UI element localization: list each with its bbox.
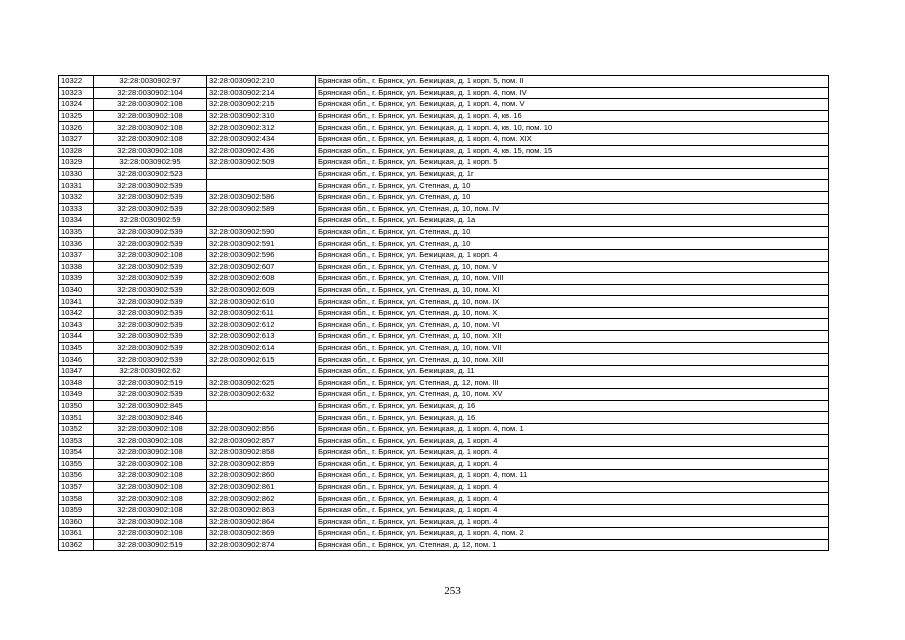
- row-number-cell: 10326: [59, 122, 94, 134]
- row-number-cell: 10349: [59, 389, 94, 401]
- cadastral-number-cell: 32:28:0030902:539: [94, 389, 207, 401]
- cadastral-number-cell: 32:28:0030902:539: [94, 180, 207, 192]
- table-row: [59, 400, 829, 412]
- address-cell: Брянская обл., г. Брянск, ул. Бежицкая, д. 1 корп. 4: [316, 458, 829, 470]
- table-row: [59, 389, 829, 401]
- table-row: [59, 261, 829, 273]
- row-number-cell: 10324: [59, 99, 94, 111]
- address-cell: Брянская обл., г. Брянск, ул. Степная, д. 10: [316, 180, 829, 192]
- address-cell: Брянская обл., г. Брянск, ул. Бежицкая, д. 1 корп. 4: [316, 435, 829, 447]
- address-cell: Брянская обл., г. Брянск, ул. Степная, д. 10: [316, 226, 829, 238]
- table-row: [59, 284, 829, 296]
- object-cadastral-number-cell: 32:28:0030902:857: [207, 435, 316, 447]
- cadastral-number-cell: 32:28:0030902:108: [94, 423, 207, 435]
- object-cadastral-number-cell: 32:28:0030902:613: [207, 331, 316, 343]
- address-cell: Брянская обл., г. Брянск, ул. Степная, д. 10, пом. XI: [316, 284, 829, 296]
- table-row: [59, 342, 829, 354]
- address-cell: Брянская обл., г. Брянск, ул. Бежицкая, д. 1 корп. 4, кв. 16: [316, 110, 829, 122]
- row-number-cell: 10346: [59, 354, 94, 366]
- table-row: [59, 504, 829, 516]
- cadastral-number-cell: 32:28:0030902:108: [94, 516, 207, 528]
- table-row: [59, 307, 829, 319]
- row-number-cell: 10339: [59, 273, 94, 285]
- address-cell: Брянская обл., г. Брянск, ул. Степная, д. 12, пом. III: [316, 377, 829, 389]
- object-cadastral-number-cell: 32:28:0030902:862: [207, 493, 316, 505]
- object-cadastral-number-cell: 32:28:0030902:612: [207, 319, 316, 331]
- address-cell: Брянская обл., г. Брянск, ул. Бежицкая, д. 1 корп. 4, пом. 11: [316, 470, 829, 482]
- object-cadastral-number-cell: [207, 365, 316, 377]
- table-row: [59, 238, 829, 250]
- row-number-cell: 10361: [59, 528, 94, 540]
- object-cadastral-number-cell: 32:28:0030902:215: [207, 99, 316, 111]
- address-cell: Брянская обл., г. Брянск, ул. Бежицкая, д. 1 корп. 4: [316, 447, 829, 459]
- row-number-cell: 10356: [59, 470, 94, 482]
- cadastral-number-cell: 32:28:0030902:108: [94, 249, 207, 261]
- cadastral-number-cell: 32:28:0030902:539: [94, 261, 207, 273]
- table-row: [59, 133, 829, 145]
- cadastral-number-cell: 32:28:0030902:108: [94, 470, 207, 482]
- table-row: [59, 273, 829, 285]
- object-cadastral-number-cell: 32:28:0030902:210: [207, 76, 316, 88]
- row-number-cell: 10341: [59, 296, 94, 308]
- table-row: [59, 481, 829, 493]
- address-cell: Брянская обл., г. Брянск, ул. Бежицкая, д. 1 корп. 4, пом. 2: [316, 528, 829, 540]
- cadastral-number-cell: 32:28:0030902:539: [94, 238, 207, 250]
- row-number-cell: 10325: [59, 110, 94, 122]
- cadastral-number-cell: 32:28:0030902:62: [94, 365, 207, 377]
- object-cadastral-number-cell: 32:28:0030902:591: [207, 238, 316, 250]
- row-number-cell: 10360: [59, 516, 94, 528]
- cadastral-number-cell: 32:28:0030902:539: [94, 354, 207, 366]
- row-number-cell: 10336: [59, 238, 94, 250]
- row-number-cell: 10358: [59, 493, 94, 505]
- address-cell: Брянская обл., г. Брянск, ул. Бежицкая, д. 1 корп. 4: [316, 516, 829, 528]
- table-row: [59, 215, 829, 227]
- cadastral-number-cell: 32:28:0030902:539: [94, 342, 207, 354]
- table-row: [59, 354, 829, 366]
- cadastral-number-cell: 32:28:0030902:846: [94, 412, 207, 424]
- cadastral-number-cell: 32:28:0030902:539: [94, 226, 207, 238]
- address-cell: Брянская обл., г. Брянск, ул. Бежицкая, д. 1а: [316, 215, 829, 227]
- table-row: [59, 447, 829, 459]
- cadastral-number-cell: 32:28:0030902:108: [94, 110, 207, 122]
- address-cell: Брянская обл., г. Брянск, ул. Степная, д. 10: [316, 191, 829, 203]
- address-cell: Брянская обл., г. Брянск, ул. Бежицкая, д. 1 корп. 4, пом. V: [316, 99, 829, 111]
- address-cell: Брянская обл., г. Брянск, ул. Бежицкая, д. 16: [316, 412, 829, 424]
- object-cadastral-number-cell: 32:28:0030902:509: [207, 157, 316, 169]
- cadastral-number-cell: 32:28:0030902:519: [94, 377, 207, 389]
- address-cell: Брянская обл., г. Брянск, ул. Степная, д. 12, пом. 1: [316, 539, 829, 551]
- address-cell: Брянская обл., г. Брянск, ул. Бежицкая, д. 1 корп. 4, пом. 1: [316, 423, 829, 435]
- object-cadastral-number-cell: 32:28:0030902:310: [207, 110, 316, 122]
- property-register-table: [58, 75, 829, 551]
- table-row: [59, 539, 829, 551]
- object-cadastral-number-cell: 32:28:0030902:874: [207, 539, 316, 551]
- table-row: [59, 203, 829, 215]
- row-number-cell: 10328: [59, 145, 94, 157]
- address-cell: Брянская обл., г. Брянск, ул. Степная, д. 10, пом. VIII: [316, 273, 829, 285]
- address-cell: Брянская обл., г. Брянск, ул. Бежицкая, д. 1 корп. 4, пом. XIX: [316, 133, 829, 145]
- object-cadastral-number-cell: [207, 412, 316, 424]
- cadastral-number-cell: 32:28:0030902:539: [94, 319, 207, 331]
- cadastral-number-cell: 32:28:0030902:845: [94, 400, 207, 412]
- row-number-cell: 10342: [59, 307, 94, 319]
- cadastral-number-cell: 32:28:0030902:539: [94, 203, 207, 215]
- object-cadastral-number-cell: 32:28:0030902:596: [207, 249, 316, 261]
- row-number-cell: 10353: [59, 435, 94, 447]
- object-cadastral-number-cell: [207, 180, 316, 192]
- table-row: [59, 493, 829, 505]
- cadastral-number-cell: 32:28:0030902:108: [94, 145, 207, 157]
- cadastral-number-cell: 32:28:0030902:519: [94, 539, 207, 551]
- row-number-cell: 10335: [59, 226, 94, 238]
- object-cadastral-number-cell: 32:28:0030902:589: [207, 203, 316, 215]
- row-number-cell: 10329: [59, 157, 94, 169]
- cadastral-number-cell: 32:28:0030902:108: [94, 99, 207, 111]
- row-number-cell: 10327: [59, 133, 94, 145]
- address-cell: Брянская обл., г. Брянск, ул. Степная, д. 10, пом. XV: [316, 389, 829, 401]
- cadastral-number-cell: 32:28:0030902:108: [94, 133, 207, 145]
- object-cadastral-number-cell: 32:28:0030902:610: [207, 296, 316, 308]
- address-cell: Брянская обл., г. Брянск, ул. Бежицкая, д. 1г: [316, 168, 829, 180]
- address-cell: Брянская обл., г. Брянск, ул. Степная, д. 10, пом. V: [316, 261, 829, 273]
- table-row: [59, 528, 829, 540]
- table-row: [59, 145, 829, 157]
- row-number-cell: 10362: [59, 539, 94, 551]
- table-row: [59, 157, 829, 169]
- table-row: [59, 87, 829, 99]
- table-row: [59, 458, 829, 470]
- row-number-cell: 10322: [59, 76, 94, 88]
- table-row: [59, 76, 829, 88]
- object-cadastral-number-cell: 32:28:0030902:869: [207, 528, 316, 540]
- row-number-cell: 10345: [59, 342, 94, 354]
- cadastral-number-cell: 32:28:0030902:539: [94, 191, 207, 203]
- object-cadastral-number-cell: 32:28:0030902:632: [207, 389, 316, 401]
- row-number-cell: 10355: [59, 458, 94, 470]
- cadastral-number-cell: 32:28:0030902:108: [94, 528, 207, 540]
- object-cadastral-number-cell: 32:28:0030902:611: [207, 307, 316, 319]
- table-row: [59, 191, 829, 203]
- object-cadastral-number-cell: 32:28:0030902:625: [207, 377, 316, 389]
- cadastral-number-cell: 32:28:0030902:108: [94, 481, 207, 493]
- address-cell: Брянская обл., г. Брянск, ул. Степная, д. 10, пом. X: [316, 307, 829, 319]
- register-table-body: [59, 76, 829, 551]
- object-cadastral-number-cell: 32:28:0030902:436: [207, 145, 316, 157]
- table-row: [59, 249, 829, 261]
- table-row: [59, 435, 829, 447]
- cadastral-number-cell: 32:28:0030902:523: [94, 168, 207, 180]
- table-row: [59, 110, 829, 122]
- table-row: [59, 296, 829, 308]
- address-cell: Брянская обл., г. Брянск, ул. Бежицкая, д. 1 корп. 5, пом. II: [316, 76, 829, 88]
- cadastral-number-cell: 32:28:0030902:539: [94, 296, 207, 308]
- address-cell: Брянская обл., г. Брянск, ул. Бежицкая, д. 1 корп. 4, кв. 15, пом. 15: [316, 145, 829, 157]
- table-row: [59, 226, 829, 238]
- object-cadastral-number-cell: 32:28:0030902:590: [207, 226, 316, 238]
- table-row: [59, 423, 829, 435]
- cadastral-number-cell: 32:28:0030902:104: [94, 87, 207, 99]
- table-row: [59, 168, 829, 180]
- row-number-cell: 10338: [59, 261, 94, 273]
- cadastral-number-cell: 32:28:0030902:108: [94, 493, 207, 505]
- address-cell: Брянская обл., г. Брянск, ул. Бежицкая, д. 1 корп. 4, пом. IV: [316, 87, 829, 99]
- object-cadastral-number-cell: [207, 215, 316, 227]
- cadastral-number-cell: 32:28:0030902:539: [94, 273, 207, 285]
- address-cell: Брянская обл., г. Брянск, ул. Степная, д. 10, пом. IX: [316, 296, 829, 308]
- row-number-cell: 10331: [59, 180, 94, 192]
- address-cell: Брянская обл., г. Брянск, ул. Степная, д. 10: [316, 238, 829, 250]
- address-cell: Брянская обл., г. Брянск, ул. Степная, д. 10, пом. XIII: [316, 354, 829, 366]
- row-number-cell: 10334: [59, 215, 94, 227]
- row-number-cell: 10330: [59, 168, 94, 180]
- table-row: [59, 365, 829, 377]
- table-row: [59, 470, 829, 482]
- address-cell: Брянская обл., г. Брянск, ул. Бежицкая, д. 11: [316, 365, 829, 377]
- row-number-cell: 10359: [59, 504, 94, 516]
- object-cadastral-number-cell: 32:28:0030902:586: [207, 191, 316, 203]
- address-cell: Брянская обл., г. Брянск, ул. Бежицкая, д. 1 корп. 4: [316, 249, 829, 261]
- object-cadastral-number-cell: 32:28:0030902:859: [207, 458, 316, 470]
- row-number-cell: 10354: [59, 447, 94, 459]
- row-number-cell: 10347: [59, 365, 94, 377]
- object-cadastral-number-cell: 32:28:0030902:608: [207, 273, 316, 285]
- row-number-cell: 10332: [59, 191, 94, 203]
- table-row: [59, 377, 829, 389]
- object-cadastral-number-cell: [207, 168, 316, 180]
- cadastral-number-cell: 32:28:0030902:108: [94, 435, 207, 447]
- cadastral-number-cell: 32:28:0030902:97: [94, 76, 207, 88]
- row-number-cell: 10323: [59, 87, 94, 99]
- object-cadastral-number-cell: 32:28:0030902:860: [207, 470, 316, 482]
- object-cadastral-number-cell: 32:28:0030902:614: [207, 342, 316, 354]
- row-number-cell: 10344: [59, 331, 94, 343]
- cadastral-number-cell: 32:28:0030902:59: [94, 215, 207, 227]
- row-number-cell: 10348: [59, 377, 94, 389]
- object-cadastral-number-cell: 32:28:0030902:864: [207, 516, 316, 528]
- cadastral-number-cell: 32:28:0030902:108: [94, 458, 207, 470]
- object-cadastral-number-cell: 32:28:0030902:861: [207, 481, 316, 493]
- table-row: [59, 180, 829, 192]
- address-cell: Брянская обл., г. Брянск, ул. Бежицкая, д. 1 корп. 4: [316, 493, 829, 505]
- object-cadastral-number-cell: [207, 400, 316, 412]
- row-number-cell: 10340: [59, 284, 94, 296]
- address-cell: Брянская обл., г. Брянск, ул. Степная, д. 10, пом. IV: [316, 203, 829, 215]
- row-number-cell: 10351: [59, 412, 94, 424]
- object-cadastral-number-cell: 32:28:0030902:312: [207, 122, 316, 134]
- address-cell: Брянская обл., г. Брянск, ул. Степная, д. 10, пом. VII: [316, 342, 829, 354]
- cadastral-number-cell: 32:28:0030902:108: [94, 504, 207, 516]
- cadastral-number-cell: 32:28:0030902:108: [94, 447, 207, 459]
- table-row: [59, 319, 829, 331]
- page-number: 253: [444, 585, 461, 597]
- object-cadastral-number-cell: 32:28:0030902:609: [207, 284, 316, 296]
- address-cell: Брянская обл., г. Брянск, ул. Бежицкая, д. 1 корп. 4: [316, 504, 829, 516]
- address-cell: Брянская обл., г. Брянск, ул. Степная, д. 10, пом. VI: [316, 319, 829, 331]
- row-number-cell: 10333: [59, 203, 94, 215]
- row-number-cell: 10337: [59, 249, 94, 261]
- row-number-cell: 10343: [59, 319, 94, 331]
- table-row: [59, 99, 829, 111]
- table-row: [59, 412, 829, 424]
- cadastral-number-cell: 32:28:0030902:108: [94, 122, 207, 134]
- address-cell: Брянская обл., г. Брянск, ул. Бежицкая, д. 1 корп. 5: [316, 157, 829, 169]
- object-cadastral-number-cell: 32:28:0030902:856: [207, 423, 316, 435]
- cadastral-number-cell: 32:28:0030902:95: [94, 157, 207, 169]
- cadastral-number-cell: 32:28:0030902:539: [94, 331, 207, 343]
- table-row: [59, 331, 829, 343]
- row-number-cell: 10350: [59, 400, 94, 412]
- row-number-cell: 10352: [59, 423, 94, 435]
- address-cell: Брянская обл., г. Брянск, ул. Степная, д. 10, пом. XII: [316, 331, 829, 343]
- object-cadastral-number-cell: 32:28:0030902:214: [207, 87, 316, 99]
- object-cadastral-number-cell: 32:28:0030902:858: [207, 447, 316, 459]
- address-cell: Брянская обл., г. Брянск, ул. Бежицкая, д. 16: [316, 400, 829, 412]
- object-cadastral-number-cell: 32:28:0030902:615: [207, 354, 316, 366]
- table-row: [59, 516, 829, 528]
- object-cadastral-number-cell: 32:28:0030902:434: [207, 133, 316, 145]
- object-cadastral-number-cell: 32:28:0030902:863: [207, 504, 316, 516]
- row-number-cell: 10357: [59, 481, 94, 493]
- cadastral-number-cell: 32:28:0030902:539: [94, 284, 207, 296]
- address-cell: Брянская обл., г. Брянск, ул. Бежицкая, д. 1 корп. 4, кв. 10, пом. 10: [316, 122, 829, 134]
- cadastral-number-cell: 32:28:0030902:539: [94, 307, 207, 319]
- address-cell: Брянская обл., г. Брянск, ул. Бежицкая, д. 1 корп. 4: [316, 481, 829, 493]
- object-cadastral-number-cell: 32:28:0030902:607: [207, 261, 316, 273]
- table-row: [59, 122, 829, 134]
